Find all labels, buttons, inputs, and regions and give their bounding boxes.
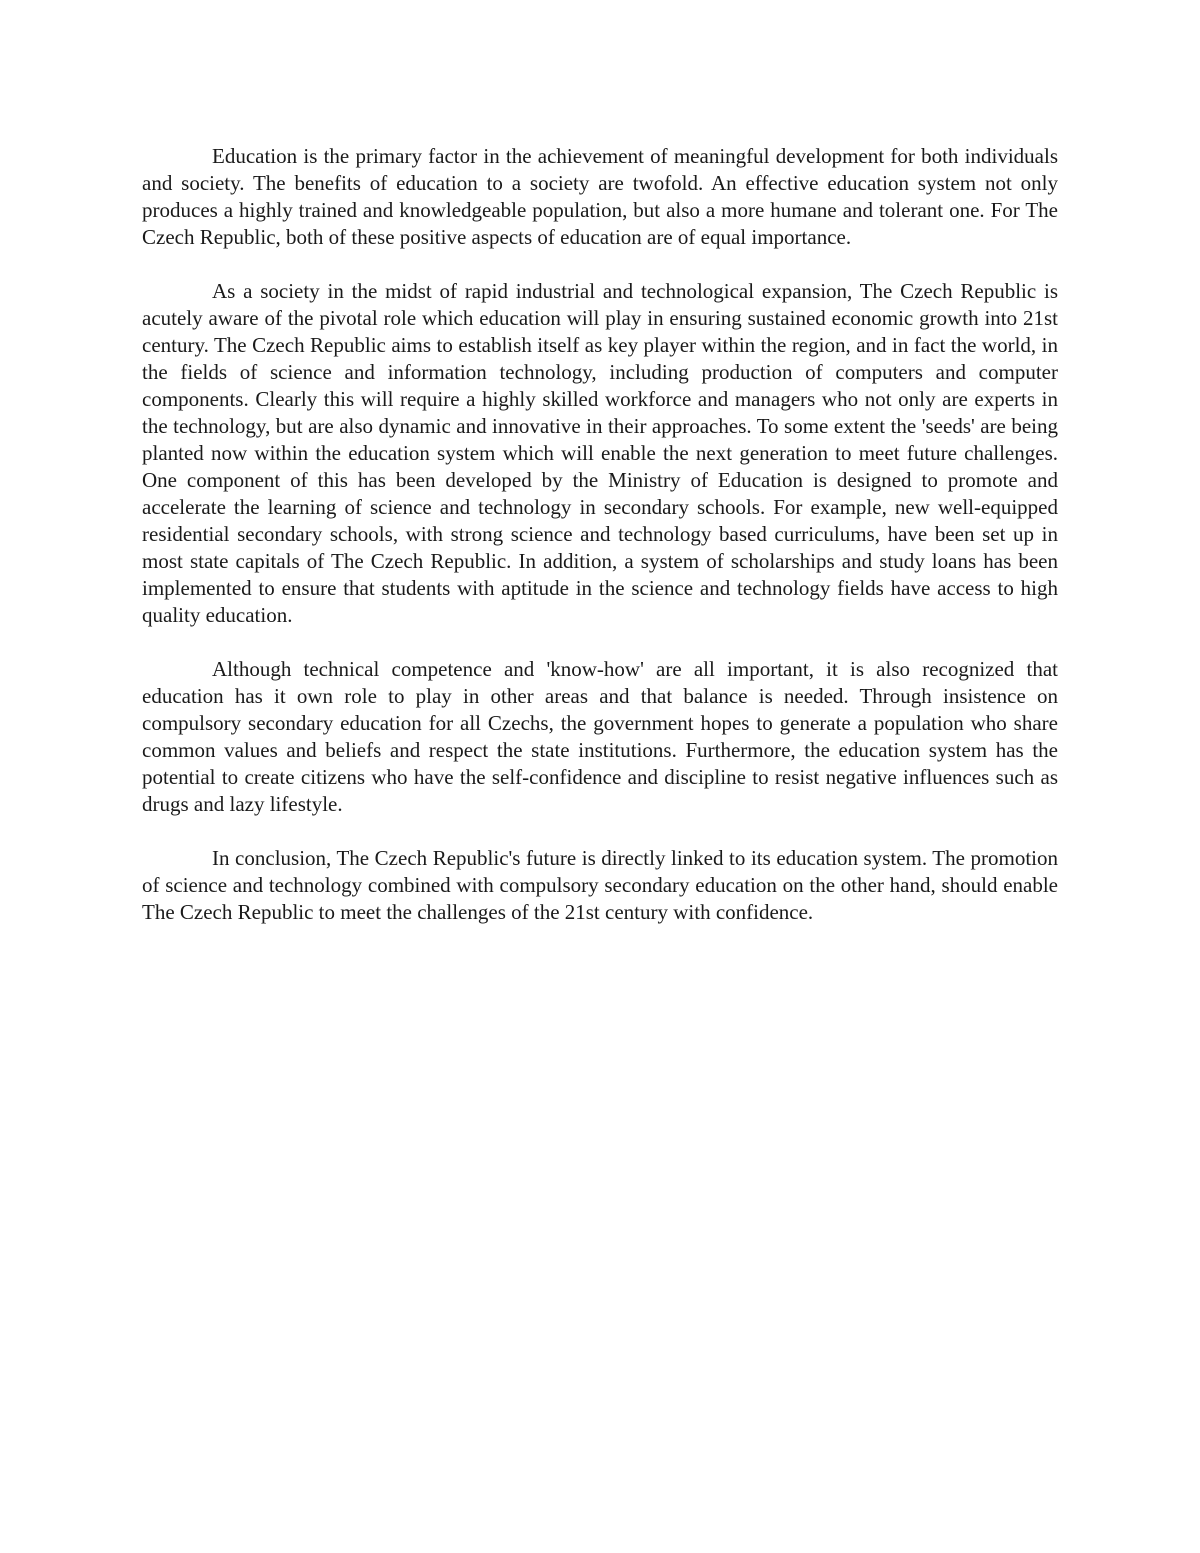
paragraph-balance: Although technical competence and 'know-how' are all important, it is also recognized that education has it own role to play in other areas and that balance is needed. Through insistence on compulsory secondary education for all Czechs, the government hopes to generate a population who share common values and beliefs and respect the state institutions. Furthermore, the education system has the potential to create citizens who have the self-confidence and discipline to resist negative influences such as drugs and lazy lifestyle. — [142, 657, 1058, 816]
paragraph-introduction: Education is the primary factor in the achievement of meaningful development for both individuals and society. The benefits of education to a society are twofold. An effective education system not only produces a highly trained and knowledgeable population, but also a more humane and tolerant one. For The Czech Republic, both of these positive aspects of education are of equal importance. — [142, 144, 1058, 249]
document-body — [142, 143, 1058, 953]
paragraph-science-technology: As a society in the midst of rapid industrial and technological expansion, The Czech Republic is acutely aware of the pivotal role which education will play in ensuring sustained economic growth into 21st century. The Czech Republic aims to establish itself as key player within the region, and in fact the world, in the fields of science and information technology, including production of computers and computer components. Clearly this will require a highly skilled workforce and managers who not only are experts in the technology, but are also dynamic and innovative in their approaches. To some extent the 'seeds' are being planted now within the education system which will enable the next generation to meet future challenges. One component of this has been developed by the Ministry of Education is designed to promote and accelerate the learning of science and technology in secondary schools. For example, new well-equipped residential secondary schools, with strong science and technology based curriculums, have been set up in most state capitals of The Czech Republic. In addition, a system of scholarships and study loans has been implemented to ensure that students with aptitude in the science and technology fields have access to high quality education. — [142, 279, 1058, 627]
paragraph-conclusion: In conclusion, The Czech Republic's future is directly linked to its education system. The promotion of science and technology combined with compulsory secondary education on the other hand, should enable The Czech Republic to meet the challenges of the 21st century with confidence. — [142, 846, 1058, 924]
